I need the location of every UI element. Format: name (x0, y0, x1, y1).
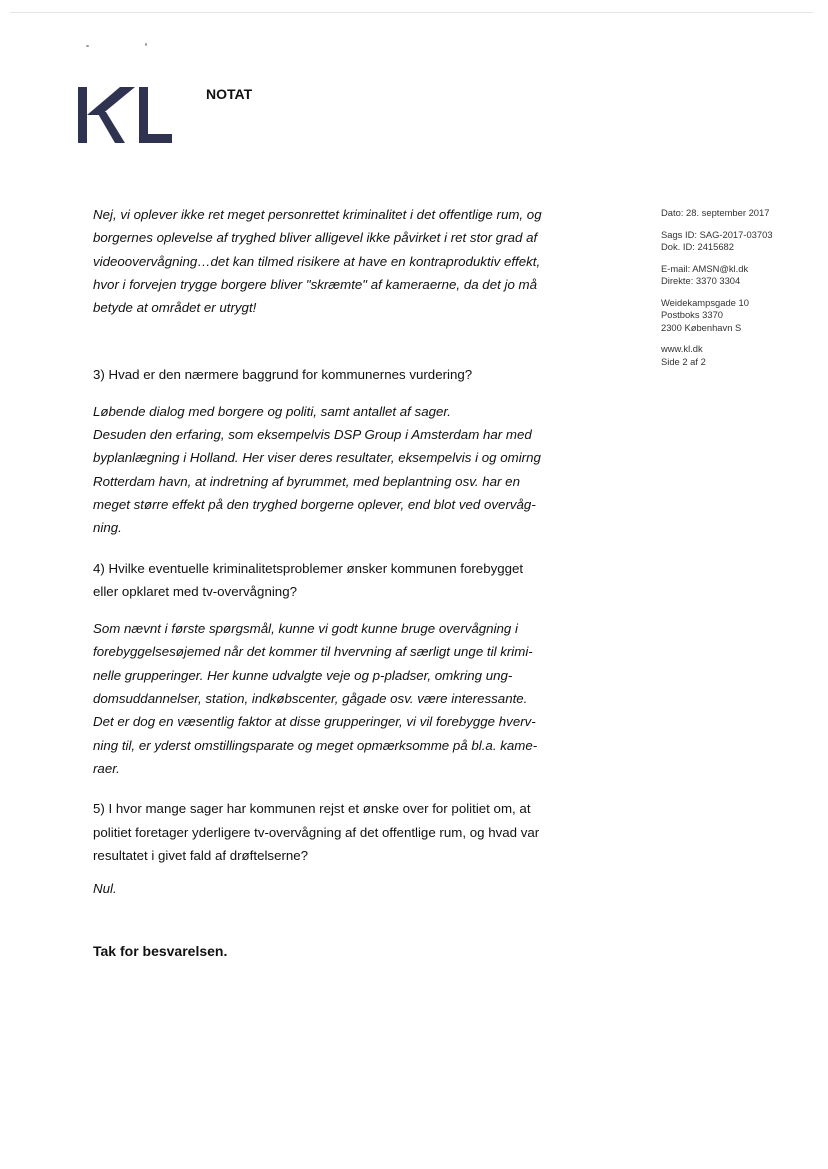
date-value: 28. september 2017 (686, 207, 770, 218)
text-line: videoovervågning…det kan tilmed risikere at have en kontraproduktiv effekt, (93, 253, 541, 269)
text-line: resultatet i givet fald af drøftelserne? (93, 847, 309, 863)
text-line: forebyggelsesøjemed når det kommer til hvervning af særligt unge til krimi- (93, 644, 533, 660)
text-line: Desuden den erfaring, som eksempelvis DSP Group i Amsterdam har med (93, 427, 532, 443)
dok-id-row (661, 241, 821, 254)
sags-id-row (661, 229, 821, 242)
date-label: Dato: (661, 207, 684, 218)
text-line: raer. (93, 760, 120, 776)
answer-3 (93, 400, 549, 540)
document-metadata (661, 207, 821, 377)
question-3 (93, 363, 549, 386)
direct-phone-value: 3370 3304 (695, 275, 741, 286)
sags-id-value: SAG-2017-03703 (699, 228, 773, 240)
email-value: AMSN@kl.dk (692, 262, 749, 274)
text-line: nelle grupperinger. Her kunne udvalgte veje og p-pladser, omkring ung- (93, 667, 513, 683)
email-label: E-mail: (661, 262, 691, 274)
text-line: eller opklaret med tv-overvågning? (93, 583, 297, 599)
email-row (661, 263, 821, 276)
text-line: Rotterdam havn, at indretning af byrummet, med beplantning osv. har en (93, 473, 520, 489)
text-line: Som nævnt i første spørgsmål, kunne vi godt kunne bruge overvågning i (93, 621, 518, 637)
text-line: meget større effekt på den tryghed borgerne oplever, end blot ved overvåg- (93, 496, 536, 512)
direct-phone-row (661, 275, 821, 288)
address-box: Postboks 3370 (661, 309, 724, 320)
text-line: 3) Hvad er den nærmere baggrund for kommunernes vurdering? (93, 367, 473, 383)
direct-phone-label: Direkte: (661, 275, 694, 286)
text-line: ning til, er yderst omstillingsparate og meget opmærksomme på bl.a. kame- (93, 737, 538, 753)
text-line: 5) I hvor mange sager har kommunen rejst et ønske over for politiet om, at (93, 801, 531, 817)
document-type: NOTAT (206, 86, 253, 102)
page-number: Side 2 af 2 (661, 355, 706, 367)
text-line: Nej, vi oplever ikke ret meget personrettet kriminalitet i det offentlige rum, og (93, 207, 542, 222)
text-line: politiet foretager yderligere tv-overvågning af det offentlige rum, og hvad var (93, 824, 540, 840)
date-row (661, 207, 821, 220)
text-line: domsuddannelser, station, indkøbscenter, gågade osv. være interessante. (93, 691, 528, 707)
answer-4 (93, 617, 549, 780)
scan-speck (86, 45, 89, 47)
dok-id-value: 2415682 (697, 241, 734, 252)
address-street: Weidekampsgade 10 (661, 296, 749, 308)
kl-logo (76, 85, 176, 145)
text-line: Det er dog en væsentlig faktor at disse grupperinger, vi vil forebygge hverv- (93, 714, 536, 730)
question-4 (93, 557, 549, 604)
closing-line: Tak for besvarelsen. (93, 943, 228, 960)
document-body (93, 203, 549, 964)
question-5 (93, 797, 549, 867)
answer-5 (93, 877, 549, 900)
scan-speck (145, 43, 147, 46)
text-line: ning. (93, 520, 122, 536)
text-line: betyde at området er utrygt! (93, 300, 257, 316)
sags-id-label: Sags ID: (661, 228, 697, 240)
page-top-rule (10, 12, 813, 13)
text-line: Løbende dialog med borgere og politi, samt antallet af sager. (93, 403, 452, 419)
text-line: borgernes oplevelse af tryghed bliver alligevel ikke påvirket i ret stor grad af (93, 230, 538, 246)
text-line: hvor i forvejen trygge borgere bliver "skræmte" af kameraerne, da det jo må (93, 276, 538, 292)
text-line: byplanlægning i Holland. Her viser deres resultater, eksempelvis i og omirng (93, 450, 541, 466)
dok-id-label: Dok. ID: (661, 241, 695, 252)
text-line: Nul. (93, 881, 117, 897)
website: www.kl.dk (661, 343, 703, 354)
text-line: 4) Hvilke eventuelle kriminalitetsproblemer ønsker kommunen forebygget (93, 560, 524, 576)
answer-2 (93, 203, 549, 319)
address-city: 2300 København S (661, 321, 742, 333)
